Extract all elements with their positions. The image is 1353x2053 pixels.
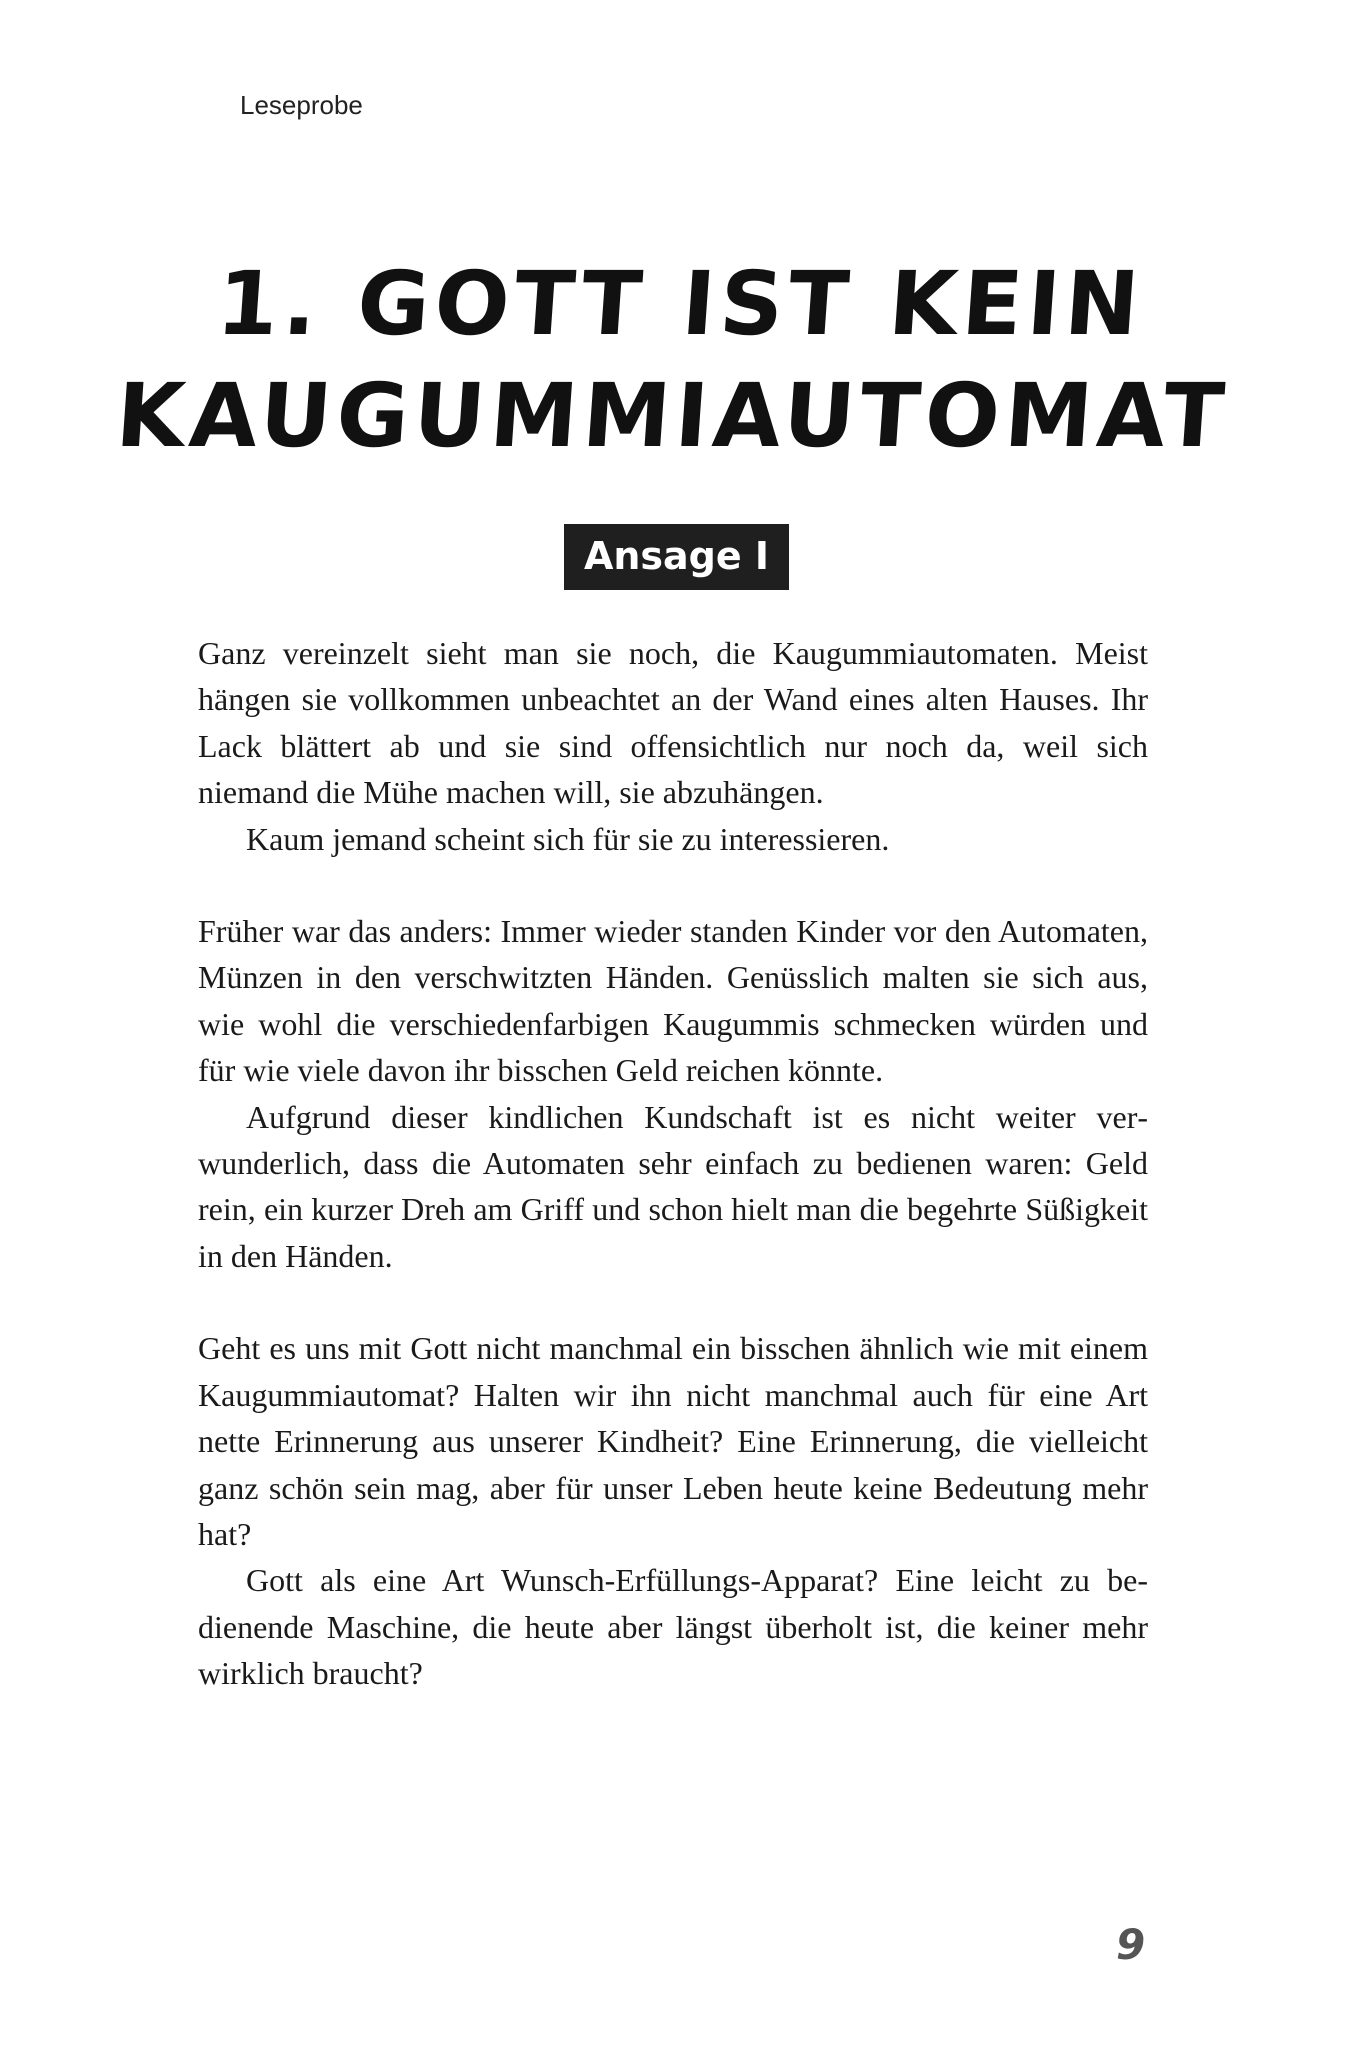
paragraph-5: Geht es uns mit Gott nicht manchmal ein bisschen ähnlich wie mit einem Kaugummiautomat? Halten wir ihn nicht manchmal auch für eine Art nette Erinnerung aus unserer Kindheit? Eine Erinnerung, die vielleicht ganz schön sein mag, aber für unser Leben heute keine Bedeutung mehr hat?: [198, 1330, 1148, 1552]
paragraph-1: Ganz vereinzelt sieht man sie noch, die Kaugummiautomaten. Meist hängen sie vollkommen unbeachtet an der Wand eines alten Hauses. Ihr Lack blättert ab und sie sind offensichtlich nur noch da, weil sich niemand die Mühe machen will, sie abzuhängen.: [198, 635, 1148, 811]
page-number: 9: [1116, 1920, 1146, 1969]
paragraph-3: Früher war das anders: Immer wieder standen Kinder vor den Automaten, Münzen in den verschwitzten Händen. Genüsslich malten sie sich aus, wie wohl die verschiedenfarbigen Kaugummis schmecken würden und für wie viele davon ihr bisschen Geld reichen könnte.: [198, 913, 1148, 1089]
chapter-title-line-2: KAUGUMMIAUTOMAT: [112, 364, 1233, 467]
paragraph-6: Gott als eine Art Wunsch-Erfüllungs-Apparat? Eine leicht zu bedienende Maschine, die heute aber längst überholt ist, die keiner mehr wirklich braucht?: [198, 1562, 1148, 1692]
paragraph-4: Aufgrund dieser kindlichen Kundschaft ist es nicht weiter verwunderlich, dass die Automaten sehr einfach zu bedienen waren: Geld rein, ein kurzer Dreh am Griff und schon hielt man die begehrte Süßigkeit in den Händen.: [198, 1098, 1148, 1274]
running-header: Leseprobe: [240, 90, 363, 120]
chapter-title-line-1: 1. GOTT IST KEIN: [213, 252, 1148, 355]
section-heading: [0, 524, 1353, 590]
body-text: [198, 630, 1148, 1697]
section-badge: Ansage I: [564, 524, 789, 590]
paragraph-2: Kaum jemand scheint sich für sie zu interessieren.: [246, 820, 890, 857]
chapter-title: [0, 248, 1353, 472]
